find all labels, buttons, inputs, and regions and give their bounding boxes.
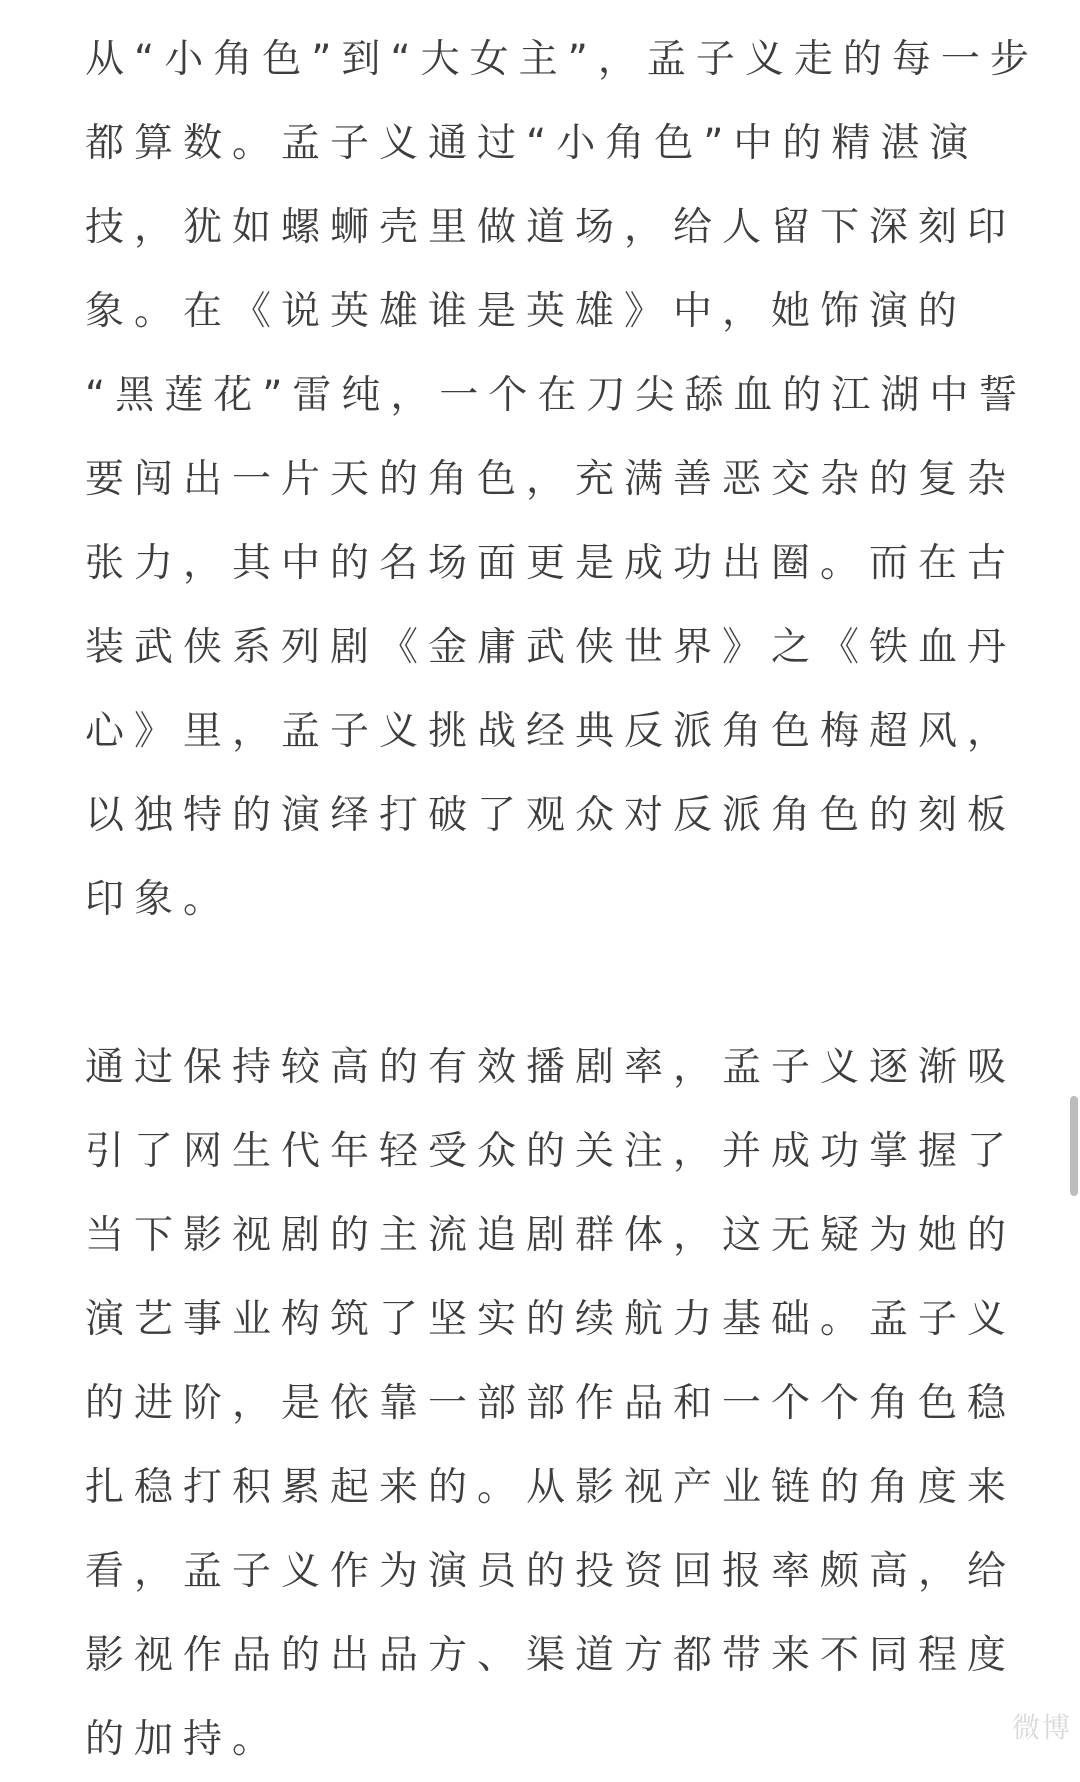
text-line: 的进阶，是依靠一部部作品和一个个角色稳 <box>85 1381 1017 1426</box>
text-line: 扎稳打积累起来的。从影视产业链的角度来 <box>85 1465 1017 1510</box>
text-line: 以独特的演绎打破了观众对反派角色的刻板 <box>85 793 1017 838</box>
text-line: 张力，其中的名场面更是成功出圈。而在古 <box>85 541 1017 586</box>
text-line: 象。在《说英雄谁是英雄》中，她饰演的 <box>85 289 968 334</box>
text-line: 当下影视剧的主流追剧群体，这无疑为她的 <box>85 1213 1017 1258</box>
text-line: 技，犹如螺蛳壳里做道场，给人留下深刻印 <box>85 205 1017 250</box>
watermark: 微博 <box>1011 1711 1072 1744</box>
text-line: 看，孟子义作为演员的投资回报率颇高，给 <box>85 1549 1017 1594</box>
text-line: “黑莲花”雷纯，一个在刀尖舔血的江湖中誓 <box>85 373 1028 418</box>
scrollbar-thumb[interactable] <box>1070 1096 1078 1196</box>
article-body <box>85 18 1039 1782</box>
text-line: 演艺事业构筑了坚实的续航力基础。孟子义 <box>85 1297 1017 1342</box>
text-line: 从“小角色”到“大女主”，孟子义走的每一步 <box>85 37 1039 82</box>
paragraph-2 <box>85 1026 1017 1782</box>
paragraph-gap <box>85 942 1005 1026</box>
text-line: 都算数。孟子义通过“小角色”中的精湛演 <box>85 121 979 166</box>
text-line: 影视作品的出品方、渠道方都带来不同程度 <box>85 1633 1017 1678</box>
text-line: 的加持。 <box>85 1717 282 1762</box>
paragraph-1 <box>85 18 1039 942</box>
text-line: 心》里，孟子义挑战经典反派角色梅超风， <box>85 709 1017 754</box>
text-line: 装武侠系列剧《金庸武侠世界》之《铁血丹 <box>85 625 1017 670</box>
text-line: 要闯出一片天的角色，充满善恶交杂的复杂 <box>85 457 1017 502</box>
text-line: 印象。 <box>85 877 233 922</box>
text-line: 引了网生代年轻受众的关注，并成功掌握了 <box>85 1129 1017 1174</box>
text-line: 通过保持较高的有效播剧率，孟子义逐渐吸 <box>85 1045 1017 1090</box>
